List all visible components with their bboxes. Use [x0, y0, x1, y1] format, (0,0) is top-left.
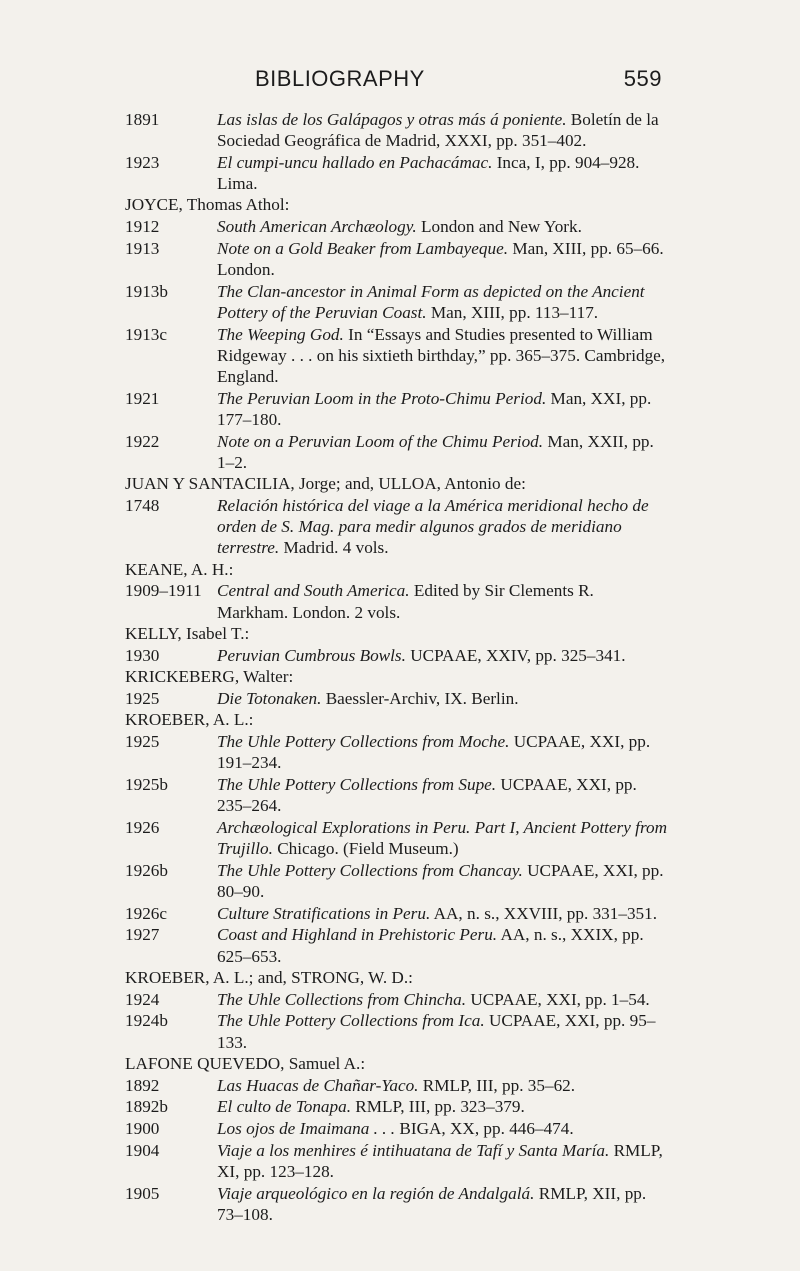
- bibliography-entry: [125, 1096, 668, 1117]
- bibliography-entry: [125, 281, 668, 323]
- entry-citation: Madrid. 4 vols.: [279, 538, 389, 558]
- entry-title: Note on a Peruvian Loom of the Chimu Period.: [217, 431, 544, 451]
- bibliography-entry: [125, 989, 668, 1010]
- entry-citation: AA, n. s., XXVIII, pp. 331–351.: [430, 903, 658, 923]
- entry-title: The Clan-ancestor in Animal Form as depicted on the Ancient Pottery of the Peruvian Coast.: [217, 281, 645, 322]
- entry-title: Archæological Explorations in Peru. Part I, Ancient Pottery from Trujillo.: [217, 817, 667, 858]
- entry-year: 1927: [125, 925, 160, 945]
- entry-year: 1904: [125, 1141, 160, 1160]
- entry-year: 1900: [125, 1119, 160, 1139]
- entry-title: The Uhle Pottery Collections from Ica.: [217, 1011, 485, 1031]
- entry-title: Note on a Gold Beaker from Lambayeque.: [217, 238, 509, 258]
- entry-year: 1891: [125, 109, 160, 129]
- bibliography-entry: [125, 1183, 668, 1225]
- author-heading: KROEBER, A. L.; and, STRONG, W. D.:: [125, 967, 413, 987]
- entry-year: 1913b: [125, 281, 168, 301]
- entry-citation: Man, XIII, pp. 65–66. London.: [217, 238, 664, 279]
- bibliography-entry: [125, 860, 668, 902]
- entry-citation: UCPAAE, XXI, pp. 95–133.: [217, 1011, 656, 1052]
- entry-year: 1892: [125, 1075, 160, 1095]
- entry-title: The Weeping God.: [217, 324, 344, 344]
- entry-citation: UCPAAE, XXI, pp. 1–54.: [466, 989, 650, 1009]
- entry-citation: UCPAAE, XXIV, pp. 325–341.: [405, 645, 626, 665]
- entry-citation: In “Essays and Studies presented to William Ridgeway . . . on his sixtieth birthday,” pp. 365–375. Cambridge, England.: [217, 324, 666, 386]
- author-heading: JUAN Y SANTACILIA, Jorge; and, ULLOA, Antonio de:: [125, 474, 526, 494]
- entry-citation: UCPAAE, XXI, pp. 80–90.: [217, 860, 664, 901]
- bibliography-entry: [125, 645, 668, 666]
- entry-year: 1930: [125, 645, 160, 665]
- bibliography-entry: [125, 216, 668, 237]
- entry-title: The Uhle Pottery Collections from Supe.: [217, 774, 497, 794]
- entry-citation: UCPAAE, XXI, pp. 235–264.: [217, 774, 637, 815]
- bibliography-entry: [125, 1010, 668, 1052]
- entry-citation: RMLP, III, pp. 35–62.: [418, 1075, 576, 1095]
- bibliography-entry: [125, 238, 668, 280]
- entry-title: The Uhle Pottery Collections from Chancay.: [217, 860, 523, 880]
- entry-citation: Man, XXII, pp. 1–2.: [217, 431, 654, 472]
- entry-title: Culture Stratifications in Peru.: [217, 903, 431, 923]
- bibliography-entry: [125, 903, 668, 924]
- bibliography-entry: [125, 731, 668, 773]
- entry-title: Central and South America.: [217, 581, 410, 601]
- author-heading: JOYCE, Thomas Athol:: [125, 195, 290, 214]
- entry-title: Los ojos de Imaimana . . .: [217, 1119, 396, 1139]
- entry-year: 1922: [125, 431, 160, 451]
- entry-citation: BIGA, XX, pp. 446–474.: [395, 1119, 574, 1139]
- entry-citation: UCPAAE, XXI, pp. 191–234.: [217, 731, 651, 772]
- entry-citation: Baessler-Archiv, IX. Berlin.: [321, 688, 519, 708]
- entry-year: 1913c: [125, 324, 168, 344]
- entry-title: Las Huacas de Chañar-Yaco.: [217, 1075, 419, 1095]
- entry-year: 1924b: [125, 1011, 168, 1031]
- author-heading: LAFONE QUEVEDO, Samuel A.:: [125, 1053, 366, 1073]
- entry-year: 1926c: [125, 903, 168, 923]
- entry-citation: Edited by Sir Clements R. Markham. London. 2 vols.: [217, 581, 594, 622]
- entry-title: El culto de Tonapa.: [217, 1097, 351, 1117]
- entry-title: Las islas de los Galápagos y otras más á poniente.: [217, 109, 567, 129]
- entry-year: 1925b: [125, 774, 168, 794]
- bibliography-list: [125, 108, 668, 1225]
- entry-title: Coast and Highland in Prehistoric Peru.: [217, 925, 498, 945]
- bibliography-entry: [125, 152, 668, 194]
- entry-citation: London and New York.: [416, 216, 582, 236]
- entry-title: The Uhle Pottery Collections from Moche.: [217, 731, 510, 751]
- entry-year: 1921: [125, 388, 160, 408]
- bibliography-entry: [125, 1075, 668, 1096]
- entry-year: 1905: [125, 1184, 160, 1203]
- entry-title: El cumpi-uncu hallado en Pachacámac.: [217, 152, 493, 172]
- entry-citation: Man, XXI, pp. 177–180.: [217, 388, 652, 429]
- entry-citation: Chicago. (Field Museum.): [272, 838, 459, 858]
- bibliography-entry: [125, 580, 668, 622]
- author-heading: KROEBER, A. L.:: [125, 709, 254, 729]
- entry-title: Peruvian Cumbrous Bowls.: [217, 645, 406, 665]
- bibliography-entry: [125, 1118, 668, 1139]
- bibliography-entry: [125, 431, 668, 473]
- entry-citation: RMLP, XII, pp. 73–108.: [217, 1184, 647, 1225]
- entry-year: 1926: [125, 817, 160, 837]
- author-heading: KRICKEBERG, Walter:: [125, 666, 294, 686]
- entry-year: 1892b: [125, 1097, 168, 1117]
- author-heading: KEANE, A. H.:: [125, 559, 234, 579]
- entry-citation: RMLP, XI, pp. 123–128.: [217, 1141, 663, 1182]
- entry-year: 1748: [125, 496, 160, 515]
- author-heading: KELLY, Isabel T.:: [125, 623, 250, 643]
- entry-year: 1925: [125, 731, 160, 751]
- entry-year: 1925: [125, 688, 160, 708]
- entry-year: 1924: [125, 989, 160, 1009]
- entry-title: The Peruvian Loom in the Proto-Chimu Period.: [217, 388, 547, 408]
- bibliography-entry: [125, 1140, 668, 1182]
- entry-citation: RMLP, III, pp. 323–379.: [351, 1097, 525, 1117]
- bibliography-entry: [125, 495, 668, 559]
- bibliography-entry: [125, 774, 668, 816]
- entry-citation: Man, XIII, pp. 113–117.: [426, 302, 599, 322]
- entry-year: 1909–1911: [125, 581, 202, 601]
- bibliography-entry: [125, 817, 668, 859]
- bibliography-entry: [125, 324, 668, 388]
- entry-title: Relación histórica del viage a la América meridional hecho de orden de S. Mag. para medir algunos grados de meridiano terrestre.: [217, 496, 649, 558]
- entry-citation: AA, n. s., XXIX, pp. 625–653.: [217, 925, 644, 966]
- entry-title: Viaje a los menhires é intihuatana de Tafí y Santa María.: [217, 1141, 610, 1160]
- entry-title: South American Archæology.: [217, 216, 417, 236]
- bibliography-entry: [125, 688, 668, 709]
- entry-year: 1913: [125, 238, 160, 258]
- entry-title: The Uhle Collections from Chincha.: [217, 989, 467, 1009]
- entry-year: 1912: [125, 216, 160, 236]
- bibliography-entry: [125, 388, 668, 430]
- entry-title: Viaje arqueológico en la región de Andalgalá.: [217, 1184, 535, 1203]
- entry-title: Die Totonaken.: [217, 688, 322, 708]
- bibliography-entry: [125, 924, 668, 966]
- entry-year: 1923: [125, 152, 160, 172]
- running-title: BIBLIOGRAPHY: [255, 66, 425, 91]
- entry-citation: Boletín de la Sociedad Geográfica de Madrid, XXXI, pp. 351–402.: [217, 109, 659, 150]
- bibliography-entry: [125, 109, 668, 151]
- entry-citation: Inca, I, pp. 904–928. Lima.: [217, 152, 640, 193]
- page-number: 559: [623, 66, 662, 91]
- entry-year: 1926b: [125, 860, 168, 880]
